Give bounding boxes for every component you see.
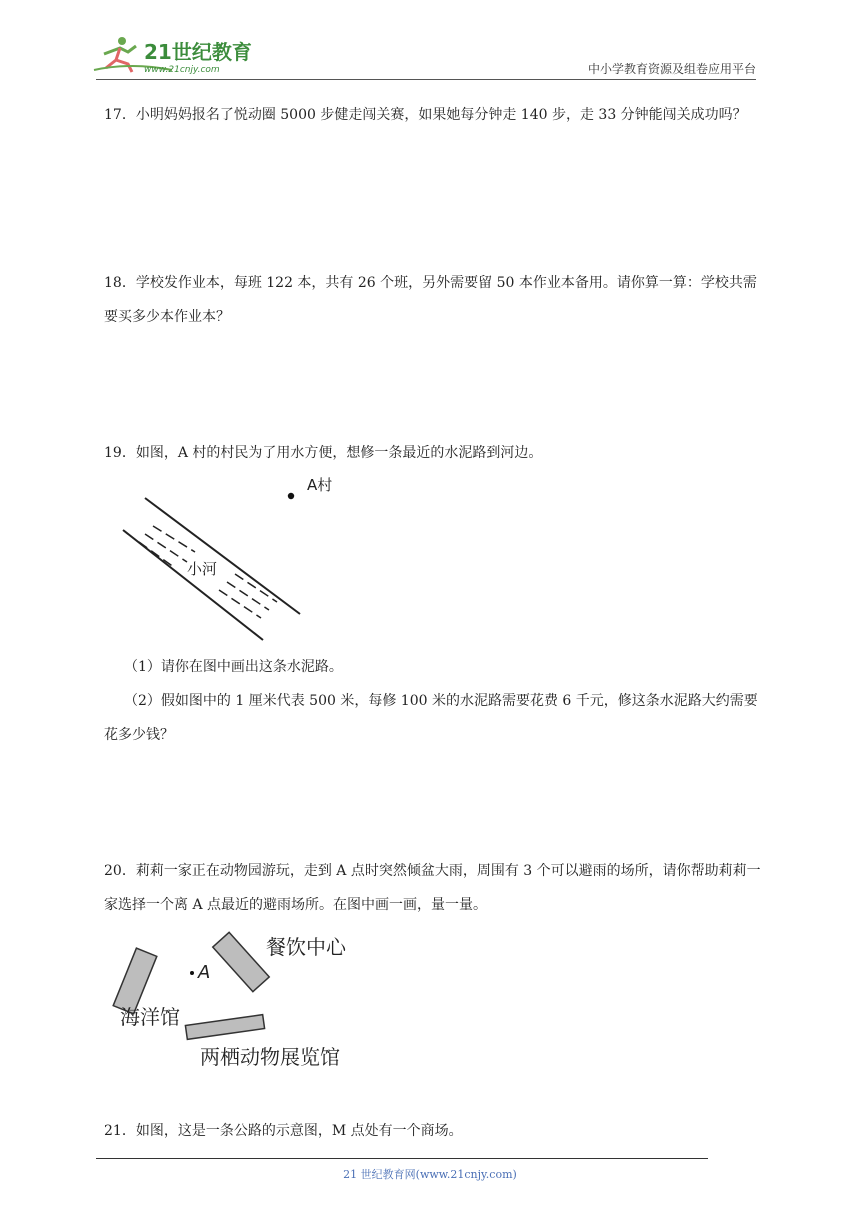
river-label: 小河	[187, 560, 218, 578]
amphibian-hall-label: 两栖动物展览馆	[200, 1045, 340, 1069]
restaurant-label: 餐饮中心	[266, 935, 346, 959]
platform-name: 中小学教育资源及组卷应用平台	[587, 62, 756, 76]
question-20: 20．莉莉一家正在动物园游玩，走到 A 点时突然倾盆大雨，周围有 3 个可以避雨的场所，请你帮助莉莉一家选择一个离 A 点最近的避雨场所。在图中画一画，量一量。	[104, 863, 761, 913]
header-divider	[96, 79, 756, 80]
question-21: 21．如图，这是一条公路的示意图，M 点处有一个商场。	[104, 1123, 463, 1139]
question-17: 17．小明妈妈报名了悦动圈 5000 步健走闯关赛，如果她每分钟走 140 步，走 33 分钟能闯关成功吗？	[104, 107, 747, 123]
site-logo	[92, 34, 262, 80]
point-a	[190, 971, 194, 975]
village-a-label: A村	[307, 476, 333, 494]
river-bank-upper	[145, 498, 300, 614]
runner-head-icon	[118, 37, 126, 45]
question-19-part-2	[104, 684, 764, 752]
ocean-hall-rect	[113, 948, 157, 1014]
footer-text: 21 世纪教育网(www.21cnjy.com)	[343, 1168, 517, 1181]
ocean-hall-label: 海洋馆	[120, 1005, 180, 1029]
restaurant-rect	[213, 932, 269, 991]
question-19-part-2-text: （2）假如图中的 1 厘米代表 500 米，每修 100 米的水泥路需要花费 6 千元，修这条水泥路大约需要花多少钱？	[104, 693, 758, 743]
question-18: 18．学校发作业本，每班 122 本，共有 26 个班，另外需要留 50 本作业本备用。请你算一算：学校共需要买多少本作业本？	[104, 275, 757, 325]
question-19: 19．如图，A 村的村民为了用水方便，想修一条最近的水泥路到河边。	[104, 445, 543, 461]
logo-graphic	[92, 34, 262, 80]
question-19-part-1: （1）请你在图中画出这条水泥路。	[124, 659, 343, 675]
logo-main-text: 21世纪教育	[144, 40, 252, 64]
footer-divider	[96, 1158, 708, 1159]
point-a-label: A	[198, 962, 211, 983]
river-figure	[115, 474, 345, 646]
amphibian-hall-rect	[185, 1015, 264, 1040]
zoo-figure	[110, 924, 400, 1076]
village-a-point	[288, 493, 294, 499]
logo-sub-text: www.21cnjy.com	[144, 65, 220, 75]
